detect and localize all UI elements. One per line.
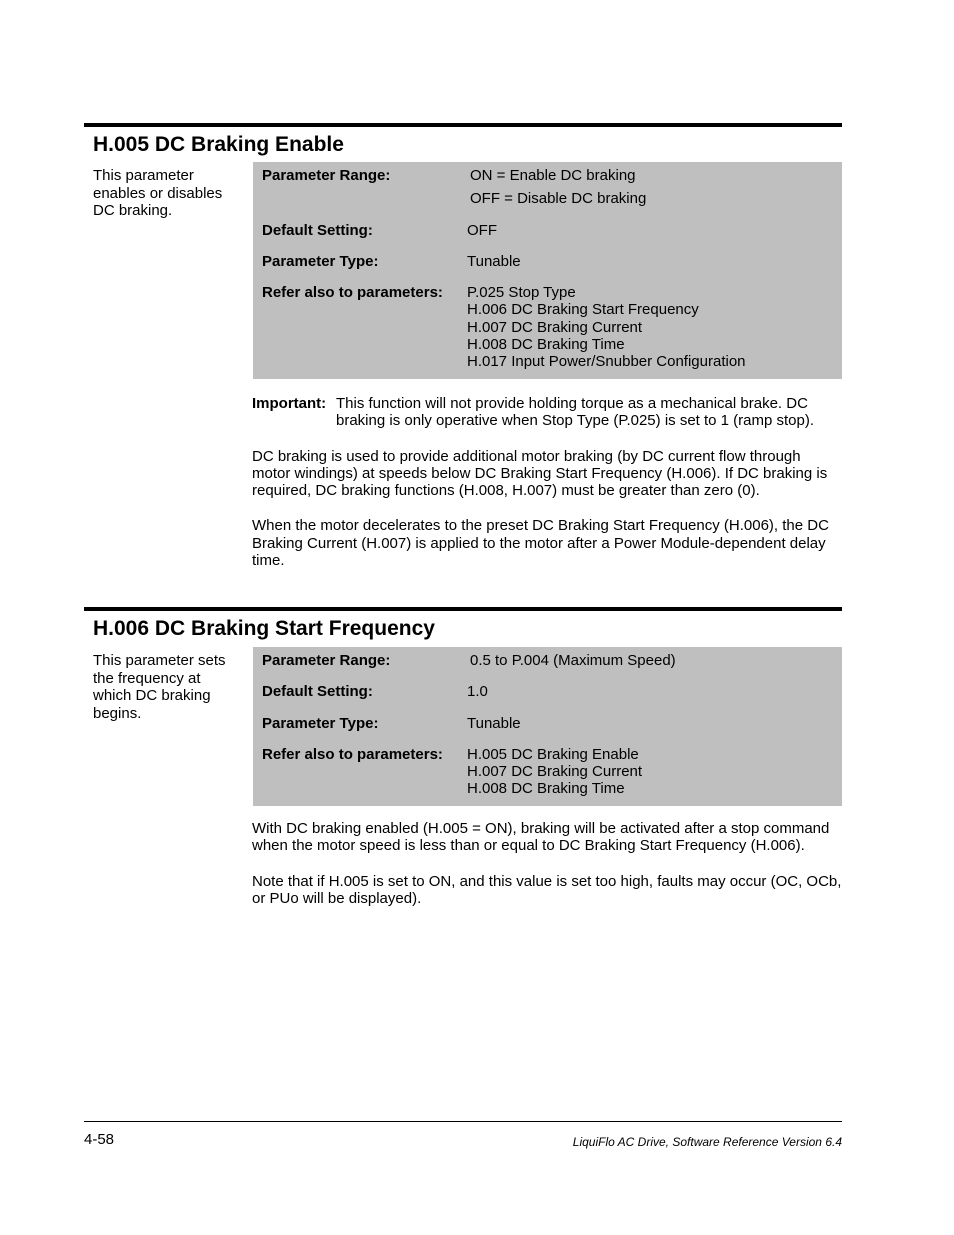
body-paragraph: When the motor decelerates to the preset DC Braking Start Frequency (H.006), the DC Braking Current (H.007) is applied to the motor after a Power Module-dependent delay time. [252, 517, 829, 570]
section-h006 [84, 607, 842, 642]
param-type-row [262, 715, 833, 732]
param-label: Default Setting: [262, 221, 373, 239]
param-value: OFF = Disable DC braking [470, 190, 647, 208]
param-reference: H.007 DC Braking Current [467, 763, 643, 781]
section-body [252, 395, 842, 587]
param-default-row [262, 222, 833, 239]
param-reference: H.007 DC Braking Current [467, 318, 643, 336]
param-label: Refer also to parameters: [262, 745, 443, 763]
param-reference: H.008 DC Braking Time [467, 780, 625, 798]
param-value: Tunable [467, 252, 521, 270]
section-rule [84, 123, 842, 127]
parameter-table [253, 647, 842, 806]
param-default-row [262, 683, 833, 700]
parameter-table [253, 162, 842, 379]
important-note [252, 395, 842, 430]
param-value: 0.5 to P.004 (Maximum Speed) [470, 652, 676, 669]
param-refer-row [262, 284, 833, 370]
page-number: 4-58 [84, 1131, 115, 1148]
param-label: Parameter Type: [262, 714, 379, 732]
section-h005 [84, 123, 842, 158]
body-paragraph: With DC braking enabled (H.005 = ON), braking will be activated after a stop command when the motor speed is less than or equal to DC Braking Start Frequency (H.006). [252, 820, 830, 855]
param-label: Parameter Range: [262, 167, 391, 184]
body-paragraph: DC braking is used to provide additional motor braking (by DC current flow through motor windings) at speeds below DC Braking Start Frequency (H.006). If DC braking is required, DC braking functions (H.008, H.007) must be greater than zero (0). [252, 447, 828, 500]
param-reference: H.017 Input Power/Snubber Configuration [467, 353, 746, 371]
param-reference: P.025 Stop Type [467, 284, 576, 302]
param-value: Tunable [467, 714, 521, 732]
important-label: Important: [252, 395, 327, 412]
param-reference: H.005 DC Braking Enable [467, 745, 639, 763]
param-range-row [262, 652, 833, 669]
section-description: This parameter enables or disables DC braking. [93, 167, 223, 219]
document-title: LiquiFlo AC Drive, Software Reference Version 6.4 [572, 1135, 842, 1149]
param-value: ON = Enable DC braking [470, 167, 636, 184]
param-value: OFF [467, 221, 497, 239]
param-label: Default Setting: [262, 683, 373, 701]
param-label: Parameter Type: [262, 252, 379, 270]
param-label: Parameter Range: [262, 652, 391, 669]
section-description: This parameter sets the frequency at which DC braking begins. [93, 652, 226, 722]
param-value: 1.0 [467, 683, 488, 701]
section-body [252, 820, 842, 925]
section-rule [84, 607, 842, 611]
param-reference: H.008 DC Braking Time [467, 336, 625, 354]
body-paragraph: Note that if H.005 is set to ON, and this value is set too high, faults may occur (OC, OCb, or PUo will be displayed). [252, 872, 842, 907]
param-label: Refer also to parameters: [262, 284, 443, 302]
param-refer-row [262, 746, 833, 798]
param-reference: H.006 DC Braking Start Frequency [467, 301, 699, 319]
param-range-row [262, 167, 833, 208]
param-type-row [262, 253, 833, 270]
important-text: This function will not provide holding torque as a mechanical brake. DC braking is only operative when Stop Type (P.025) is set to 1 (ramp stop). [336, 395, 815, 430]
section-title: H.005 DC Braking Enable [93, 133, 344, 156]
footer-rule [84, 1121, 842, 1122]
section-title: H.006 DC Braking Start Frequency [93, 617, 435, 640]
